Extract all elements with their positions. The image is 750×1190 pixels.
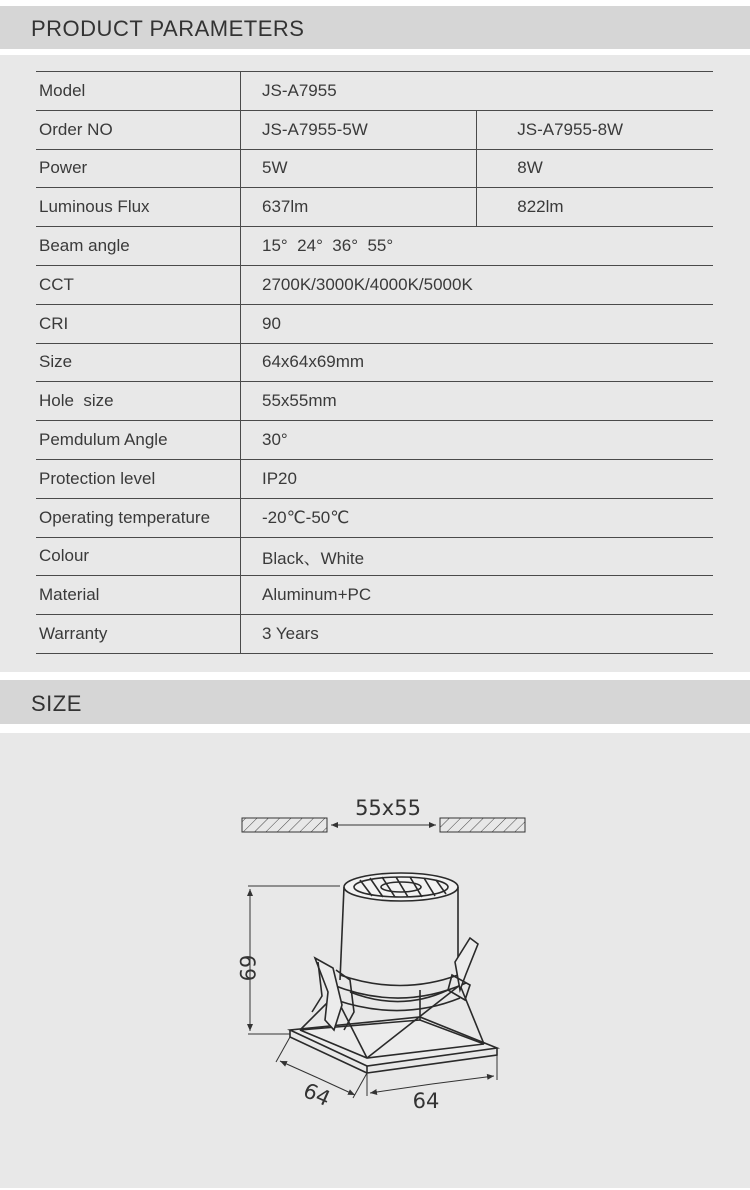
- ceiling-hatch-right: [440, 818, 525, 832]
- ceiling-hatch-left: [242, 818, 327, 832]
- param-value: 55x55mm: [241, 382, 714, 421]
- depth-arrow-left: [280, 1061, 318, 1078]
- height-dimension-label: 69: [235, 954, 259, 982]
- param-value: 822lm: [477, 188, 713, 227]
- param-value: 5W: [241, 149, 477, 188]
- param-value: IP20: [241, 459, 714, 498]
- width-dimension-label: 64: [412, 1089, 440, 1113]
- param-value: 64x64x69mm: [241, 343, 714, 382]
- param-label: Colour: [36, 537, 241, 576]
- param-value: Aluminum+PC: [241, 576, 714, 615]
- hole-dimension-label: 55x55: [355, 796, 421, 820]
- param-value: 2700K/3000K/4000K/5000K: [241, 265, 714, 304]
- param-label: Protection level: [36, 459, 241, 498]
- param-value: JS-A7955-5W: [241, 110, 477, 149]
- section-title: PRODUCT PARAMETERS: [31, 16, 305, 41]
- param-label: Warranty: [36, 615, 241, 654]
- param-label: Power: [36, 149, 241, 188]
- param-value: 15° 24° 36° 55°: [241, 227, 714, 266]
- param-label: Material: [36, 576, 241, 615]
- param-value: -20℃-50℃: [241, 498, 714, 537]
- param-label: Pemdulum Angle: [36, 421, 241, 460]
- param-value: 30°: [241, 421, 714, 460]
- param-label: Model: [36, 72, 241, 111]
- param-label: Operating temperature: [36, 498, 241, 537]
- param-value: 90: [241, 304, 714, 343]
- section-title: SIZE: [31, 691, 82, 716]
- param-value: JS-A7955-8W: [477, 110, 713, 149]
- param-label: Luminous Flux: [36, 188, 241, 227]
- param-value: 637lm: [241, 188, 477, 227]
- depth-extension-right: [353, 1073, 367, 1098]
- param-value: JS-A7955: [241, 72, 714, 111]
- param-value: 8W: [477, 149, 713, 188]
- depth-dimension-label: 64: [299, 1078, 334, 1112]
- param-label: Hole size: [36, 382, 241, 421]
- param-label: CRI: [36, 304, 241, 343]
- param-label: Order NO: [36, 110, 241, 149]
- depth-extension-left: [276, 1037, 290, 1062]
- param-label: Size: [36, 343, 241, 382]
- param-label: CCT: [36, 265, 241, 304]
- downlight-illustration: [290, 873, 497, 1073]
- param-value: 3 Years: [241, 615, 714, 654]
- width-arrow-right: [432, 1076, 494, 1084]
- param-value: Black、White: [241, 537, 714, 576]
- param-label: Beam angle: [36, 227, 241, 266]
